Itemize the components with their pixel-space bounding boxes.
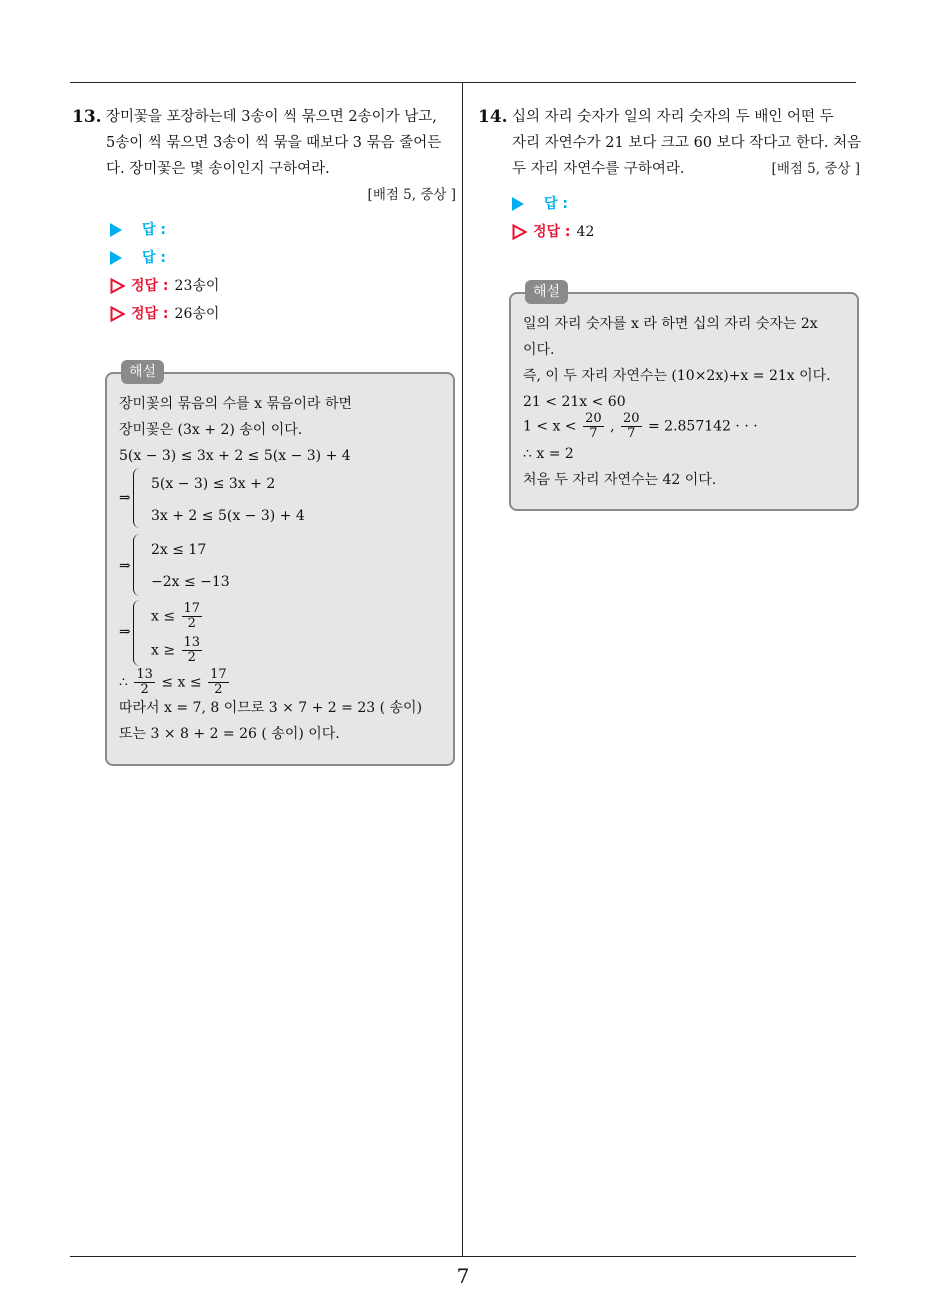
fraction-denominator: 7 — [627, 426, 636, 441]
range-line — [119, 668, 231, 697]
fraction-numerator: 17 — [210, 667, 227, 682]
solution-line: 5(x − 3) ≤ 3x + 2 ≤ 5(x − 3) + 4 — [119, 448, 351, 464]
left-brace — [133, 600, 140, 666]
correct-answer-label: 정답 : — [131, 306, 169, 322]
system-line: −2x ≤ −13 — [151, 574, 230, 590]
problem-13 — [72, 104, 456, 328]
problem-text — [106, 104, 456, 208]
fraction — [208, 668, 229, 697]
column-divider — [462, 82, 463, 1256]
fraction — [621, 412, 642, 441]
bottom-rule — [70, 1256, 856, 1257]
problem-line: 장미꽃을 포장하는데 3송이 씩 묶으면 2송이가 남고, — [106, 109, 437, 125]
system-line — [151, 602, 204, 631]
answer-blank-row[interactable] — [110, 244, 456, 272]
solution-line: 또는 3 × 8 + 2 = 26 ( 송이) 이다. — [119, 726, 340, 742]
score-tag: [배점 5, 중상 ] — [771, 161, 860, 177]
correct-answer-row — [110, 300, 456, 328]
therefore-symbol: ∴ — [119, 674, 128, 691]
fraction-numerator: 20 — [622, 411, 640, 426]
play-triangle-icon — [110, 251, 122, 265]
system-line: 2x ≤ 17 — [151, 542, 207, 558]
implies-symbol: ⇒ — [119, 490, 131, 506]
correct-answer-value: 26송이 — [174, 306, 220, 322]
play-triangle-icon — [512, 197, 524, 211]
inequality-text: ≤ x ≤ — [161, 674, 202, 691]
answer-section — [110, 216, 456, 328]
fraction-denominator: 2 — [214, 682, 223, 697]
outline-triangle-icon — [110, 278, 125, 294]
problem-line: 두 자리 자연수를 구하여라. — [512, 161, 685, 177]
problem-14 — [478, 104, 860, 246]
answer-label: 답 : — [544, 196, 568, 212]
left-brace — [133, 468, 140, 528]
answer-label: 답 : — [142, 250, 166, 266]
score-tag: [배점 5, 중상 ] — [367, 187, 456, 203]
fraction-numerator: 20 — [585, 411, 602, 426]
page-number: 7 — [456, 1264, 470, 1288]
fraction — [182, 602, 203, 631]
fraction-numerator: 13 — [183, 635, 201, 650]
inequality-text: 1 < x < — [523, 418, 577, 435]
play-triangle-icon — [110, 223, 122, 237]
outline-triangle-icon — [512, 224, 527, 240]
fraction-numerator: 17 — [183, 601, 201, 616]
fraction-line — [523, 412, 758, 441]
fraction — [182, 636, 203, 665]
solution-tab: 해설 — [525, 280, 568, 304]
problem-line: 다. 장미꽃은 몇 송이인지 구하여라. — [106, 161, 330, 177]
correct-answer-row — [512, 218, 860, 246]
solution-line: 즉, 이 두 자리 자연수는 (10×2x)+x = 21x 이다. — [523, 368, 831, 384]
problem-line: 자리 자연수가 21 보다 크고 60 보다 작다고 한다. 처음 — [512, 135, 862, 151]
fraction-denominator: 2 — [140, 682, 149, 697]
answer-blank-row[interactable] — [110, 216, 456, 244]
fraction-denominator: 2 — [187, 616, 196, 631]
solution-box-14 — [509, 284, 859, 511]
fraction — [134, 668, 155, 697]
problem-number: 14. — [478, 107, 508, 127]
solution-line: 장미꽃은 (3x + 2) 송이 이다. — [119, 422, 303, 438]
answer-section — [512, 190, 860, 246]
outline-triangle-icon — [110, 306, 125, 322]
solution-line: 처음 두 자리 자연수는 42 이다. — [523, 472, 717, 488]
solution-line: 이다. — [523, 342, 555, 358]
solution-box-13 — [105, 364, 455, 766]
system-line — [151, 636, 204, 665]
top-rule — [70, 82, 856, 83]
answer-blank-row[interactable] — [512, 190, 860, 218]
fraction-denominator: 2 — [187, 650, 196, 665]
solution-line: 장미꽃의 묶음의 수를 x 묶음이라 하면 — [119, 396, 353, 412]
inequality-text: x ≤ — [151, 608, 176, 625]
comma-text: , — [610, 418, 615, 435]
implies-symbol: ⇒ — [119, 558, 131, 574]
correct-answer-value: 42 — [576, 224, 595, 240]
left-brace — [133, 534, 140, 596]
solution-line: ∴ x = 2 — [523, 446, 574, 462]
problem-number: 13. — [72, 107, 102, 127]
solution-tab: 해설 — [121, 360, 164, 384]
solution-line: 21 < 21x < 60 — [523, 394, 626, 410]
inequality-text: x ≥ — [151, 642, 176, 659]
solution-line: 일의 자리 숫자를 x 라 하면 십의 자리 숫자는 2x — [523, 316, 818, 332]
problem-line: 십의 자리 숫자가 일의 자리 숫자의 두 배인 어떤 두 — [512, 109, 834, 125]
fraction-denominator: 7 — [589, 426, 598, 441]
system-line: 5(x − 3) ≤ 3x + 2 — [151, 476, 276, 492]
solution-line: 따라서 x = 7, 8 이므로 3 × 7 + 2 = 23 ( 송이) — [119, 700, 423, 716]
implies-symbol: ⇒ — [119, 624, 131, 640]
fraction — [583, 412, 604, 441]
decimal-text: = 2.857142 · · · — [647, 418, 758, 435]
correct-answer-label: 정답 : — [131, 278, 169, 294]
correct-answer-row — [110, 272, 456, 300]
fraction-numerator: 13 — [136, 667, 153, 682]
correct-answer-label: 정답 : — [533, 224, 571, 240]
problem-text — [512, 104, 860, 182]
system-line: 3x + 2 ≤ 5(x − 3) + 4 — [151, 508, 305, 524]
correct-answer-value: 23송이 — [174, 278, 220, 294]
answer-label: 답 : — [142, 222, 166, 238]
problem-line: 5송이 씩 묶으면 3송이 씩 묶을 때보다 3 묶음 줄어든 — [106, 135, 442, 151]
